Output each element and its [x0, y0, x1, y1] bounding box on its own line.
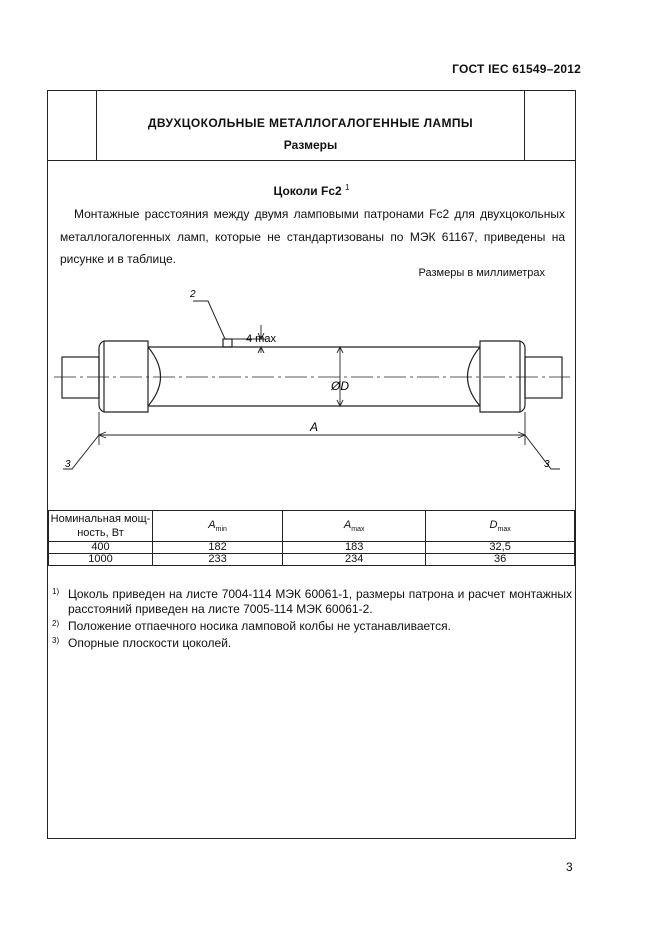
right-contact-block: [525, 357, 562, 398]
lamp-body: [148, 347, 480, 406]
table-cell: 233: [153, 554, 283, 566]
footnote-mark: 3): [52, 636, 60, 645]
section-title-text: Цоколи Fc2: [273, 184, 342, 198]
page-number: 3: [566, 860, 573, 874]
dimension-4max: 4 max: [246, 333, 276, 345]
header-subtitle: Размеры: [283, 138, 338, 152]
label-2: 2: [190, 289, 196, 300]
right-cap: [480, 341, 525, 412]
section-title-footnote-mark: 1: [345, 183, 350, 192]
left-contact-block: [62, 357, 99, 398]
table-cell: 183: [283, 542, 426, 554]
standard-number: ГОСТ IEC 61549–2012: [452, 62, 581, 76]
label-3-left: 3: [65, 459, 71, 470]
table-row: [49, 542, 575, 554]
dimension-d: ØD: [331, 379, 349, 393]
amin-var: A: [208, 518, 216, 531]
header-left-cell: [48, 91, 97, 161]
dimension-a: A: [310, 420, 319, 434]
dmax-sub: max: [497, 526, 511, 534]
label-3-right: 3: [544, 459, 550, 470]
leader-3-right: [525, 435, 560, 469]
page-frame: [47, 90, 576, 839]
left-cap: [99, 341, 148, 412]
footnote-2: [52, 619, 572, 634]
header-right-cell: [525, 91, 575, 161]
amax-sub: max: [351, 526, 365, 534]
col-header-dmax: [426, 511, 575, 542]
footnote-mark: 2): [52, 619, 60, 628]
section-title: [48, 183, 575, 198]
section-paragraph: Монтажные расстояния между двумя ламповыми патронами Fc2 для двухцокольных металлогалогенных ламп, которые не стандартизованы по МЭК 61167, приведены на рисунке и в таблице.: [60, 207, 565, 266]
leader-2: [193, 301, 225, 339]
col-header-amax: [283, 511, 426, 542]
table-cell: 32,5: [426, 542, 575, 554]
header-title: ДВУХЦОКОЛЬНЫЕ МЕТАЛЛОГАЛОГЕННЫЕ ЛАМПЫ: [147, 116, 474, 130]
exhaust-tip: [223, 339, 232, 347]
right-body-curve: [468, 347, 481, 406]
table-cell: 182: [153, 542, 283, 554]
dmax-var: D: [489, 518, 498, 531]
amax-var: A: [343, 518, 352, 531]
table-cell: 1000: [49, 554, 153, 566]
col-header-power: Номинальная мощ-ность, Вт: [49, 511, 153, 542]
units-note: Размеры в миллиметрах: [418, 267, 545, 279]
table-header-row: [49, 511, 575, 542]
table-cell: 234: [283, 554, 426, 566]
footnotes: [52, 587, 572, 653]
col-header-amin: [153, 511, 283, 542]
lamp-drawing: [48, 287, 575, 497]
table-row: [49, 554, 575, 566]
footnote-1: [52, 587, 572, 617]
amin-sub: min: [215, 526, 227, 534]
footnote-mark: 1): [52, 587, 60, 596]
left-body-curve: [148, 347, 161, 406]
footnote-text: Цоколь приведен на листе 7004-114 МЭК 60061-1, размеры патрона и расчет монтажных расстояний приведен на листе 7005-114 МЭК 60061-2.: [68, 587, 572, 616]
table-cell: 36: [426, 554, 575, 566]
dimensions-table: [48, 510, 575, 566]
footnote-text: Опорные плоскости цоколей.: [68, 636, 232, 650]
footnote-3: [52, 636, 572, 651]
table-cell: 400: [49, 542, 153, 554]
footnote-text: Положение отпаечного носика ламповой колбы не устанавливается.: [68, 619, 452, 633]
header-center-cell: [97, 91, 525, 161]
